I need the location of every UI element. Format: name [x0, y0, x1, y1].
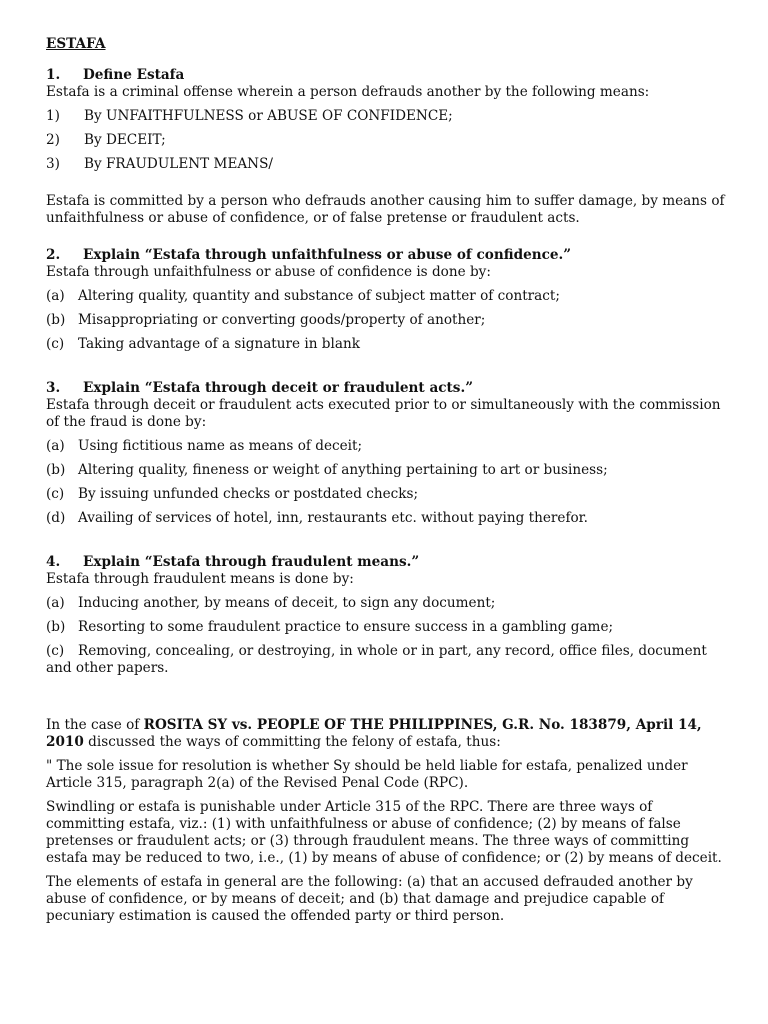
case-intro-suffix: discussed the ways of committing the felony of estafa, thus: [83, 734, 501, 750]
section-4-lead: Estafa through fraudulent means is done by: [46, 571, 354, 587]
document-page [46, 36, 726, 932]
section-1-title: Define Estafa [83, 67, 185, 83]
section-1-paragraph: Estafa is committed by a person who defrauds another causing him to suffer damage, by means of unfaithfulness or abuse of confidence, or of false pretense or fraudulent acts. [46, 193, 725, 226]
list-item [46, 510, 726, 527]
list-text: Altering quality, quantity and substance of subject matter of contract; [78, 288, 560, 304]
list-item [46, 438, 726, 455]
section-3-lead: Estafa through deceit or fraudulent acts executed prior to or simultaneously with the commission of the fraud is done by: [46, 397, 721, 430]
list-text: Removing, concealing, or destroying, in whole or in part, any record, office files, document and other papers. [46, 643, 707, 676]
case-quote-paragraph: " The sole issue for resolution is whether Sy should be held liable for estafa, penalized under Article 315, paragraph 2(a) of the Revised Penal Code (RPC). [46, 758, 688, 791]
list-item [46, 643, 726, 677]
document-title: ESTAFA [46, 36, 106, 52]
section-2-title: Explain “Estafa through unfaithfulness or abuse of confidence.” [83, 247, 572, 263]
section-1-number: 1. [46, 67, 61, 83]
section-4-title: Explain “Estafa through fraudulent means.” [83, 554, 420, 570]
section-3-title: Explain “Estafa through deceit or fraudulent acts.” [83, 380, 474, 396]
list-item [46, 156, 726, 173]
list-marker: (a) [46, 595, 65, 611]
list-text: By UNFAITHFULNESS or ABUSE OF CONFIDENCE; [84, 108, 453, 124]
list-text: Using fictitious name as means of deceit; [78, 438, 363, 454]
section-2-number: 2. [46, 247, 61, 263]
case-quote-paragraph: Swindling or estafa is punishable under Article 315 of the RPC. There are three ways of committing estafa, viz.: (1) with unfaithfulness or abuse of confidence; (2) by means of false pretenses or fraudulent acts; or (3) through fraudulent means. The three ways of committing estafa may be reduced to two, i.e., (1) by means of abuse of confidence; or (2) by means of deceit. [46, 799, 722, 866]
section-2-lead: Estafa through unfaithfulness or abuse of confidence is done by: [46, 264, 491, 280]
list-marker: 3) [46, 156, 60, 172]
list-text: Misappropriating or converting goods/property of another; [78, 312, 486, 328]
list-text: Availing of services of hotel, inn, restaurants etc. without paying therefor. [78, 510, 588, 526]
list-item [46, 336, 726, 353]
section-4-heading [46, 554, 726, 571]
spacer [46, 180, 726, 193]
spacer [46, 684, 726, 704]
list-marker: (b) [46, 462, 66, 478]
list-marker: (a) [46, 288, 65, 304]
section-3-number: 3. [46, 380, 61, 396]
list-text: Inducing another, by means of deceit, to sign any document; [78, 595, 496, 611]
list-marker: (a) [46, 438, 65, 454]
list-item [46, 312, 726, 329]
spacer [46, 360, 726, 380]
list-text: By DECEIT; [84, 132, 166, 148]
list-text: Altering quality, fineness or weight of anything pertaining to art or business; [78, 462, 608, 478]
list-marker: 2) [46, 132, 60, 148]
case-quote-paragraph: The elements of estafa in general are the following: (a) that an accused defrauded another by abuse of confidence, or by means of deceit; and (b) that damage and prejudice capable of pecuniary estimation is caused the offended party or third person. [46, 874, 693, 924]
list-marker: (c) [46, 643, 65, 659]
spacer [46, 704, 726, 717]
case-intro-prefix: In the case of [46, 717, 144, 733]
list-marker: (b) [46, 312, 66, 328]
list-marker: 1) [46, 108, 60, 124]
list-text: By issuing unfunded checks or postdated checks; [78, 486, 419, 502]
section-3-heading [46, 380, 726, 397]
list-item [46, 595, 726, 612]
list-item [46, 619, 726, 636]
list-item [46, 108, 726, 125]
case-intro [46, 717, 726, 751]
list-marker: (b) [46, 619, 66, 635]
case-name: ROSITA SY vs. PEOPLE OF THE PHILIPPINES, G.R. No. 183879, April 14, 2010 [46, 717, 702, 750]
list-item [46, 288, 726, 305]
section-4-number: 4. [46, 554, 61, 570]
section-1-heading [46, 67, 726, 84]
list-text: By FRAUDULENT MEANS/ [84, 156, 273, 172]
list-marker: (d) [46, 510, 66, 526]
list-marker: (c) [46, 486, 65, 502]
list-item [46, 132, 726, 149]
section-2-heading [46, 247, 726, 264]
list-item [46, 462, 726, 479]
list-text: Resorting to some fraudulent practice to ensure success in a gambling game; [78, 619, 614, 635]
spacer [46, 534, 726, 554]
spacer [46, 234, 726, 247]
list-item [46, 486, 726, 503]
list-marker: (c) [46, 336, 65, 352]
section-1-lead: Estafa is a criminal offense wherein a person defrauds another by the following means: [46, 84, 650, 100]
list-text: Taking advantage of a signature in blank [78, 336, 360, 352]
